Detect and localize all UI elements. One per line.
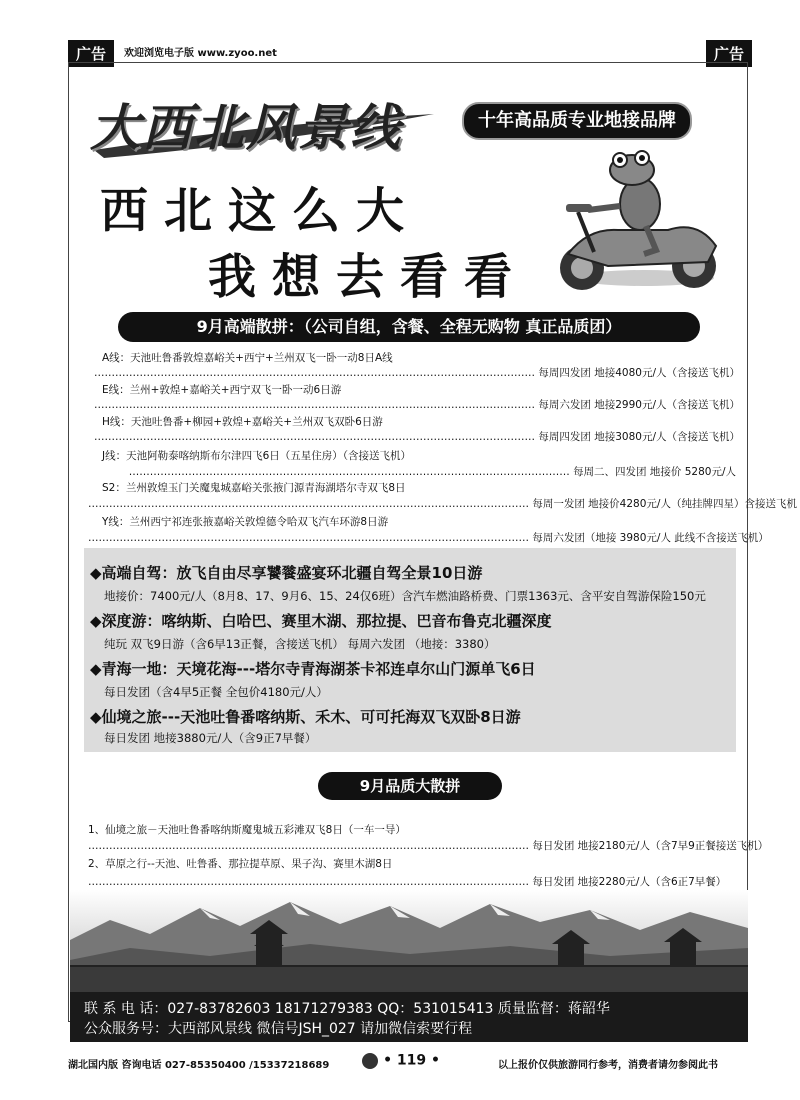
section2-title: 9月品质大散拼 <box>318 772 502 800</box>
page-number-text: • 119 • <box>383 1052 440 1069</box>
route-2-1: 1、仙境之旅－天池吐鲁番喀纳斯魔鬼城五彩滩双飞8日（一车一导） <box>88 824 406 836</box>
featured-title-2: ◆深度游：喀纳斯、白哈巴、赛里木湖、那拉提、巴音布鲁克北疆深度 <box>90 612 552 630</box>
route-2-2: 2、草原之行--天池、吐鲁番、那拉提草原、果子沟、赛里木湖8日 <box>88 858 393 870</box>
route-s2: S2：兰州敦煌玉门关魔鬼城嘉峪关张掖门源青海湖塔尔寺双飞8日 <box>102 482 406 494</box>
footer-left: 湖北国内版 咨询电话 027-85350400 /15337218689 <box>68 1060 330 1071</box>
route-j-schedule: ……………………………………………………………………………………………………………… 每周二、四发团 地接价 5280元/人 <box>128 466 736 478</box>
route-y: Y线：兰州西宁祁连张掖嘉峪关敦煌德令哈双飞汽车环游8日游 <box>102 516 389 528</box>
slogan-badge: 十年高品质专业地接品牌 <box>462 102 692 140</box>
route-s2-schedule: ……………………………………………………………………………………………………………… 每周一发团 地接价4280元/人（纯挂牌四星）含接送飞机 <box>88 498 797 510</box>
publisher-badge-icon <box>362 1053 378 1069</box>
featured-detail-3: 每日发团（含4早5正餐 全包价4180元/人） <box>104 685 328 699</box>
featured-detail-2: 纯玩 双飞9日游（含6早13正餐，含接送飞机） 每周六发团 （地接：3380） <box>104 637 496 651</box>
featured-title-3: ◆青海一地：天境花海---塔尔寺青海湖茶卡祁连卓尔山门源单飞6日 <box>90 660 536 678</box>
frog-scooter-illustration <box>548 150 724 298</box>
contact-wechat-line[interactable]: 公众服务号：大西部风景线 微信号JSH_027 请加微信索要行程 <box>84 1021 473 1037</box>
featured-title-1: ◆高端自驾：放飞自由尽享饕餮盛宴环北疆自驾全景10日游 <box>90 564 483 582</box>
footer-right: 以上报价仅供旅游同行参考，消费者请勿参阅此书 <box>498 1060 718 1071</box>
ad-label-left: 广告 <box>68 40 114 67</box>
route-j: J线：天池阿勒泰喀纳斯布尔津四飞6日（五星住房）（含接送飞机） <box>102 450 412 462</box>
route-2-1-schedule: ……………………………………………………………………………………………………………… 每日发团 地接2180元/人（含7早9正餐接送飞机） <box>88 840 769 852</box>
route-a: A线：天池吐鲁番敦煌嘉峪关+西宁+兰州双飞一卧一动8日A线 <box>102 352 393 364</box>
route-2-2-schedule: ……………………………………………………………………………………………………………… 每日发团 地接2280元/人（含6正7早餐） <box>88 876 727 888</box>
route-h-schedule: ……………………………………………………………………………………………………………… 每周四发团 地接3080元/人（含接送飞机） <box>94 431 740 443</box>
contact-bar <box>70 992 748 1042</box>
site-url[interactable]: 欢迎浏览电子版 www.zyoo.net <box>124 48 277 59</box>
route-e: E线：兰州+敦煌+嘉峪关+西宁双飞一卧一动6日游 <box>102 384 342 396</box>
headline-line2: 我想去看看 <box>208 249 529 305</box>
route-e-schedule: ……………………………………………………………………………………………………………… 每周六发团 地接2990元/人（含接送飞机） <box>94 399 740 411</box>
page-number <box>362 1050 440 1069</box>
mountain-great-wall-landscape <box>70 890 748 992</box>
section1-title: 9月高端散拼：（公司自组，含餐、全程无购物 真正品质团） <box>118 312 700 342</box>
headline-line1: 西北这么大 <box>100 183 421 239</box>
route-a-schedule: ……………………………………………………………………………………………………………… 每周四发团 地接4080元/人（含接送飞机） <box>94 367 740 379</box>
logo-text: 大西北风景线 <box>90 98 402 157</box>
featured-detail-1: 地接价：7400元/人（8月8、17、9月6、15、24仅6班）含汽车燃油路桥费、门票1363元、含平安自驾游保险150元 <box>104 589 706 603</box>
route-y-schedule: ……………………………………………………………………………………………………………… 每周六发团（地接 3980元/人 此线不含接送飞机） <box>88 532 769 544</box>
ad-label-right: 广告 <box>706 40 752 67</box>
brand-logo <box>84 84 444 160</box>
contact-phone-line[interactable]: 联 系 电 话：027-83782603 18171279383 QQ：531015413 质量监督：蒋韶华 <box>84 1001 610 1017</box>
featured-detail-4: 每日发团 地接3880元/人（含9正7早餐） <box>104 731 317 745</box>
featured-title-4: ◆仙境之旅---天池吐鲁番喀纳斯、禾木、可可托海双飞双卧8日游 <box>90 708 521 726</box>
route-h: H线：天池吐鲁番+柳园+敦煌+嘉峪关+兰州双飞双卧6日游 <box>102 416 383 428</box>
